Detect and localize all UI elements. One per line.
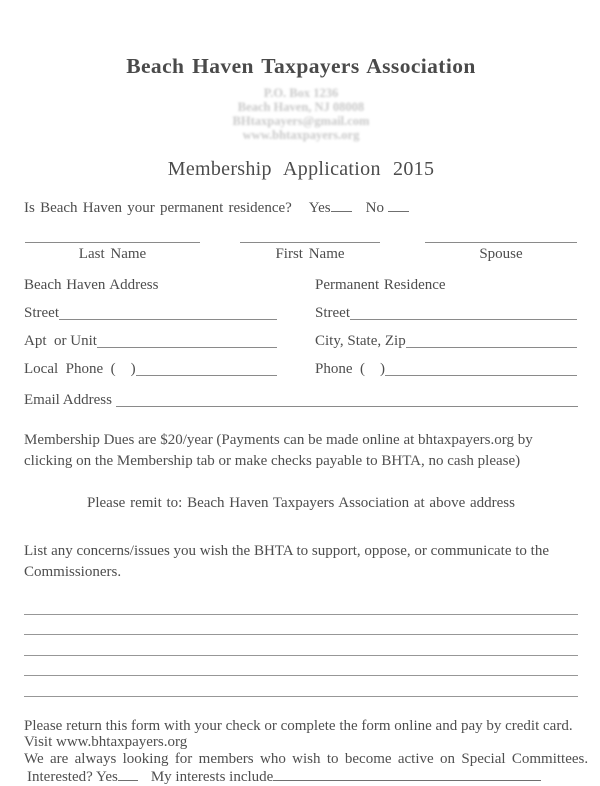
- ruled-line-1: [24, 594, 578, 615]
- spouse-blank-line: [425, 242, 577, 243]
- interested-yes-label: Yes: [96, 768, 118, 785]
- residence-question-row: [24, 199, 578, 217]
- address-section: [24, 277, 578, 378]
- dues-paragraph: [24, 430, 578, 472]
- concerns-line-1: List any concerns/issues you wish the BHTA to support, oppose, or communicate to the: [24, 543, 549, 559]
- contact-line-city: Beach Haven, NJ 08008: [237, 100, 365, 114]
- street-label-left: Street: [24, 305, 59, 321]
- spouse-label: Spouse: [479, 246, 523, 262]
- interested-yes-blank-line: [118, 768, 138, 781]
- email-field: [24, 391, 578, 409]
- interested-label: Interested?: [27, 768, 96, 785]
- last-name-label: Last Name: [78, 246, 147, 262]
- form-title: Membership Application 2015: [167, 158, 435, 180]
- last-name-blank-line: [25, 242, 200, 243]
- permanent-residence-column: [315, 277, 577, 378]
- contact-line-website: www.bhtaxpayers.org: [242, 128, 360, 142]
- org-name: Beach Haven Taxpayers Association: [126, 54, 476, 78]
- beach-haven-address-heading: Beach Haven Address: [24, 277, 159, 293]
- contact-block: [24, 86, 578, 142]
- street-field-left: [24, 304, 277, 322]
- no-blank-line: [388, 199, 409, 212]
- street-field-right: [315, 304, 577, 322]
- phone-label: Phone ( ): [315, 361, 385, 377]
- ruled-line-4: [24, 656, 578, 677]
- footer-block: [24, 717, 589, 786]
- remit-line: Please remit to: Beach Haven Taxpayers Association at above address: [87, 495, 515, 511]
- local-phone-field: [24, 360, 277, 378]
- contact-line-email: BHtaxpayers@gmail.com: [232, 114, 370, 128]
- return-instructions-line: Please return this form with your check or complete the form online and pay by credit card.: [24, 717, 573, 734]
- city-state-zip-blank-line: [406, 332, 577, 348]
- interested-row: [24, 768, 578, 786]
- street-blank-line-right: [350, 304, 577, 320]
- concerns-paragraph: [24, 541, 578, 583]
- contact-line-po-box: P.O. Box 1236: [263, 86, 339, 100]
- apt-or-unit-label: Apt or Unit: [24, 333, 97, 349]
- spouse-field: [425, 242, 577, 263]
- visit-website-line: Visit www.bhtaxpayers.org: [24, 734, 188, 751]
- last-name-field: [25, 242, 200, 263]
- city-state-zip-field: [315, 332, 577, 350]
- yes-label: Yes: [308, 200, 331, 216]
- first-name-field: [240, 242, 380, 263]
- concerns-line-2: Commissioners.: [24, 564, 122, 580]
- street-blank-line-left: [59, 304, 277, 320]
- phone-field: [315, 360, 577, 378]
- phone-blank-line: [385, 360, 577, 376]
- local-phone-blank-line: [136, 360, 277, 376]
- city-state-zip-label: City, State, Zip: [315, 333, 406, 349]
- local-phone-label: Local Phone ( ): [24, 361, 136, 377]
- no-label: No: [365, 200, 384, 216]
- email-label: Email Address: [24, 392, 116, 408]
- interests-label: My interests include: [150, 768, 274, 785]
- residence-question-text: Is Beach Haven your permanent residence?: [24, 200, 292, 216]
- beach-haven-address-column: [24, 277, 277, 378]
- interests-blank-line: [273, 768, 541, 781]
- apt-or-unit-field: [24, 332, 277, 350]
- dues-line-1: Membership Dues are $20/year (Payments can be made online at bhtaxpayers.org by: [24, 432, 533, 448]
- first-name-label: First Name: [275, 246, 345, 262]
- ruled-line-5: [24, 676, 578, 697]
- permanent-residence-heading: Permanent Residence: [315, 277, 446, 293]
- yes-blank-line: [331, 199, 352, 212]
- concerns-writing-area: [24, 594, 578, 697]
- ruled-line-3: [24, 635, 578, 656]
- apt-or-unit-blank-line: [97, 332, 277, 348]
- first-name-blank-line: [240, 242, 380, 243]
- dues-line-2: clicking on the Membership tab or make checks payable to BHTA, no cash please): [24, 453, 521, 469]
- special-committees-line: We are always looking for members who wish to become active on Special Committees.: [24, 751, 589, 768]
- name-fields-row: [24, 242, 578, 263]
- street-label-right: Street: [315, 305, 350, 321]
- ruled-line-2: [24, 615, 578, 636]
- email-blank-line: [116, 391, 578, 407]
